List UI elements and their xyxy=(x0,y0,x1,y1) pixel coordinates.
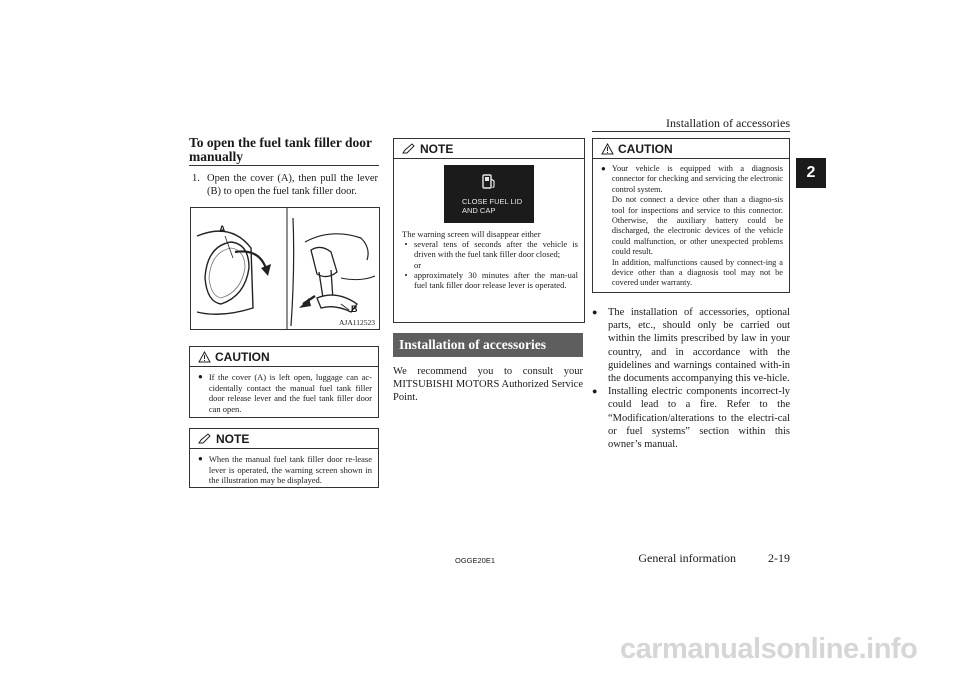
note-intro: The warning screen will disappear either xyxy=(402,229,541,239)
warning-screen-text: CLOSE FUEL LID AND CAP xyxy=(462,197,523,215)
warning-triangle-icon xyxy=(198,351,211,363)
caution-title: CAUTION xyxy=(618,141,673,156)
bullet-icon: • xyxy=(404,239,408,250)
illustration-code: AJA112523 xyxy=(339,318,375,327)
caution-box-right xyxy=(592,138,790,293)
step-text: Open the cover (A), then pull the lever (B) to open the fuel tank filler door. xyxy=(207,173,378,197)
caution-box-left xyxy=(189,346,379,418)
header-rule xyxy=(592,131,790,132)
bullet-icon: ● xyxy=(198,454,203,463)
section-heading-fuel-door: To open the fuel tank filler door manually xyxy=(189,136,379,166)
warning-triangle-icon xyxy=(601,143,614,155)
document-code: OGGE20E1 xyxy=(455,556,496,565)
warning-screen-image xyxy=(444,165,534,223)
list-item: ● When the manual fuel tank filler door re-lease lever is operated, the warning screen shown in the illustration may be displayed. xyxy=(198,454,372,485)
label-b: B xyxy=(351,304,358,314)
list-item: ● The installation of accessories, optional parts, etc., should only be carried out within the limits prescribed by law in your country, and in accordance with the guidelines and warnings contained with-in the documents accompanying this ve-hicle. xyxy=(592,307,790,385)
watermark: carmanualsonline.info xyxy=(620,633,918,665)
caution-header xyxy=(190,347,378,367)
bullet-icon: • xyxy=(404,269,408,280)
step-1 xyxy=(192,172,378,198)
chapter-tab: 2 xyxy=(796,158,826,188)
note-bullets xyxy=(402,239,578,290)
pencil-note-icon xyxy=(402,143,416,155)
list-item: ● Installing electric components incorrect-ly could lead to a fire. Refer to the “Modification/alterations to the electri-cal or fuel systems” section within this owner’s manual. xyxy=(592,386,790,451)
step-number: 1. xyxy=(192,173,200,184)
or-text: or xyxy=(414,259,422,270)
note-title: NOTE xyxy=(216,431,250,446)
fuel-door-illustration xyxy=(190,207,380,330)
fuel-pump-icon xyxy=(480,173,498,191)
label-a: A xyxy=(219,224,226,234)
list-item: ● Your vehicle is equipped with a diagnosis connector for checking and servicing the electronic control system. Do not connect a device other than a diagno-sis tool for inspections and service to this connector. Otherwise, the auxiliary battery could be discharged, the electronic devices of the vehicle could malfunction, or other unexpected problems could result. In addition, malfunctions caused by connect-ing a device other than a diagnosis tool may not be covered under warranty. xyxy=(601,164,783,288)
note-header xyxy=(394,139,584,159)
list-item: • approximately 30 minutes after the man-ual fuel tank filler door release lever is operated. xyxy=(402,270,578,290)
pencil-note-icon xyxy=(198,433,212,445)
running-header-title: Installation of accessories xyxy=(666,116,790,130)
list-item xyxy=(402,260,578,270)
bullet-icon: ● xyxy=(592,386,598,397)
caution-header xyxy=(593,139,789,159)
bullet-icon: ● xyxy=(601,164,606,173)
accessory-bullets xyxy=(592,306,790,451)
page-number: 2-19 xyxy=(768,551,790,565)
list-item: • several tens of seconds after the vehicle is driven with the fuel tank filler door closed; xyxy=(402,239,578,259)
bullet-icon: ● xyxy=(198,372,203,381)
note-title: NOTE xyxy=(420,141,454,156)
bullet-icon: ● xyxy=(592,307,598,317)
note-header xyxy=(190,429,378,449)
caution-title: CAUTION xyxy=(215,349,270,364)
installation-paragraph: We recommend you to consult your MITSUBISHI MOTORS Authorized Service Point. xyxy=(393,366,583,403)
note-box-middle xyxy=(393,138,585,323)
list-item: ● If the cover (A) is left open, luggage can ac-cidentally contact the manual fuel tank filler door release lever and the fuel tank filler door can open. xyxy=(198,372,372,414)
footer-section: General information xyxy=(638,551,736,565)
note-box-left xyxy=(189,428,379,488)
section-title-installation: Installation of accessories xyxy=(393,333,583,357)
